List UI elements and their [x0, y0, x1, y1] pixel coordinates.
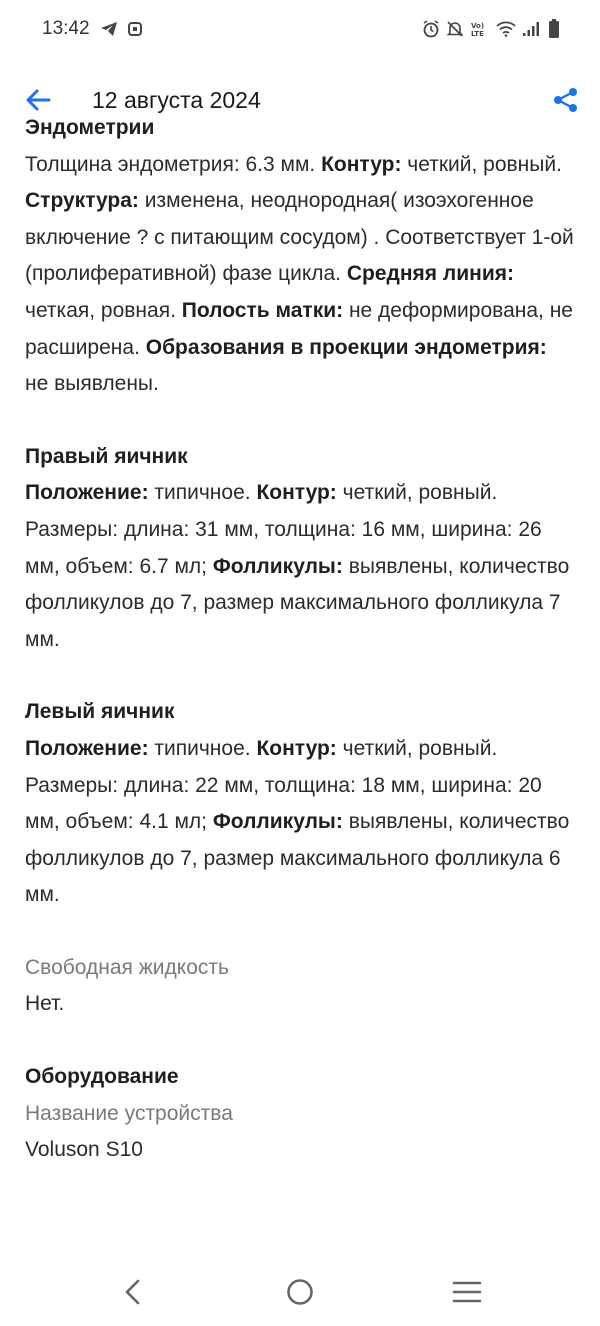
- muted-bell-icon: [446, 20, 464, 38]
- app-notification-icon: [128, 22, 142, 36]
- report-scroll-area[interactable]: [0, 116, 600, 1258]
- wifi-icon: [496, 21, 516, 37]
- endometrium-cavity-value: не деформирована, не расширена.: [25, 298, 573, 359]
- right-ovary-contour-label: Контур:: [256, 481, 337, 505]
- back-nav-icon: [121, 1278, 145, 1306]
- left-ovary-follicles-value: выявлены, количество фолликулов до 7, размер максимального фолликула 6 мм.: [25, 810, 570, 907]
- battery-icon: [548, 19, 560, 39]
- alarm-icon: [422, 20, 440, 38]
- page-title: 12 августа 2024: [92, 86, 261, 113]
- endometrium-midline-value: четкая, ровная.: [25, 298, 182, 322]
- free-fluid-section: [25, 950, 575, 1023]
- back-nav-button[interactable]: [103, 1267, 163, 1317]
- left-ovary-contour-label: Контур:: [256, 736, 337, 760]
- right-ovary-follicles-label: Фолликулы:: [212, 554, 343, 578]
- free-fluid-label: Свободная жидкость: [25, 955, 229, 979]
- right-ovary-position-value: типичное.: [148, 481, 257, 505]
- endometrium-formations-label: Образования в проекции эндометрия:: [145, 335, 547, 359]
- endometrium-heading: Эндометрии: [25, 116, 155, 139]
- equipment-section: [25, 1059, 575, 1169]
- equipment-heading: Оборудование: [25, 1065, 179, 1089]
- volte-icon: [470, 20, 490, 38]
- endometrium-contour-value: четкий, ровный.: [401, 152, 562, 176]
- menu-nav-button[interactable]: [437, 1267, 497, 1317]
- left-ovary-position-label: Положение:: [25, 736, 149, 760]
- left-ovary-position-value: типичное.: [148, 736, 257, 760]
- left-ovary-follicles-label: Фолликулы:: [212, 810, 343, 834]
- endometrium-cavity-label: Полость матки:: [181, 298, 344, 322]
- left-ovary-section: [25, 694, 575, 914]
- endometrium-contour-label: Контур:: [321, 152, 402, 176]
- endometrium-section: [25, 110, 575, 403]
- status-time: 13:42: [42, 18, 90, 39]
- endometrium-thickness: Толщина эндометрия: 6.3 мм.: [25, 152, 322, 176]
- home-nav-icon: [285, 1277, 315, 1307]
- right-ovary-follicles-value: выявлены, количество фолликулов до 7, размер максимального фолликула 7 мм.: [25, 554, 570, 651]
- free-fluid-value: Нет.: [25, 992, 65, 1016]
- telegram-icon: [100, 21, 118, 37]
- left-ovary-heading: Левый яичник: [25, 700, 175, 724]
- left-ovary-contour-value: четкий, ровный. Размеры: длина: 22 мм, толщина: 18 мм, ширина: 20 мм, объем: 4.1 мл;: [25, 736, 542, 834]
- system-nav-bar: [0, 1258, 600, 1326]
- right-ovary-contour-value: четкий, ровный. Размеры: длина: 31 мм, толщина: 16 мм, ширина: 26 мм, объем: 6.7 мл;: [25, 481, 542, 578]
- device-name-label: Название устройства: [25, 1101, 233, 1125]
- svg-text:Vo): Vo): [471, 22, 485, 30]
- endometrium-formations-value: не выявлены.: [25, 372, 159, 396]
- svg-text:LTE: LTE: [471, 30, 484, 38]
- report-content: [25, 110, 575, 1169]
- endometrium-structure-value: изменена, неоднородная( изоэхогенное включение ? с питающим сосудом) . Соответствует 1-ой (пролиферативной) фазе цикла.: [25, 189, 574, 286]
- signal-icon: [522, 21, 542, 37]
- device-name-value: Voluson S10: [25, 1138, 143, 1162]
- right-ovary-position-label: Положение:: [25, 481, 149, 505]
- right-ovary-section: [25, 439, 575, 659]
- right-ovary-heading: Правый яичник: [25, 444, 188, 468]
- status-bar: [0, 0, 600, 58]
- endometrium-midline-label: Средняя линия:: [346, 262, 514, 286]
- home-nav-button[interactable]: [270, 1267, 330, 1317]
- menu-nav-icon: [452, 1279, 482, 1305]
- endometrium-structure-label: Структура:: [25, 189, 139, 213]
